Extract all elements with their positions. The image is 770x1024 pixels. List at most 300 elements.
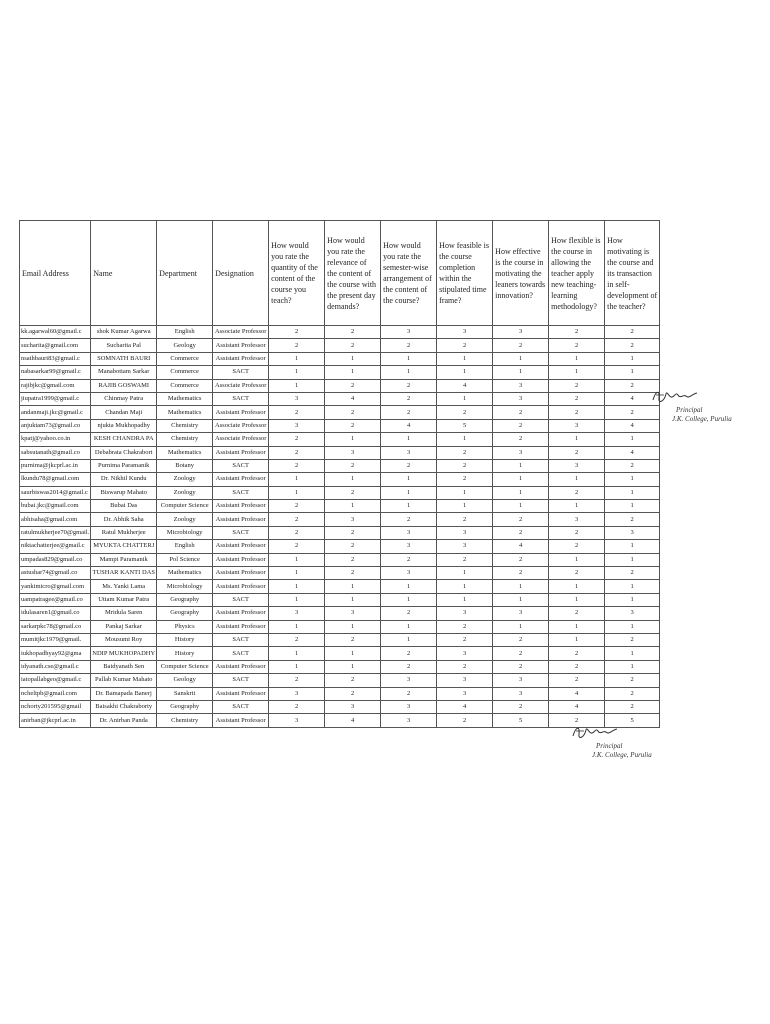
table-cell-name: njukta Mukhopadhy (91, 419, 157, 432)
table-cell-name: shok Kumar Agarwa (91, 326, 157, 339)
table-row (20, 419, 660, 432)
table-cell-designation: SACT (213, 700, 269, 713)
table-cell-q6: 2 (549, 567, 605, 580)
column-header-q1: How would you rate the quantity of the content of the course you teach? (269, 221, 325, 326)
table-cell-q5: 3 (493, 687, 549, 700)
table-cell-department: Pol Science (157, 553, 213, 566)
table-cell-q4: 5 (437, 419, 493, 432)
table-cell-q1: 3 (269, 607, 325, 620)
table-cell-department: Microbiology (157, 526, 213, 539)
table-cell-q4: 2 (437, 660, 493, 673)
table-cell-email: jiupatra1999@gmail.c (20, 392, 91, 405)
table-cell-q3: 3 (381, 446, 437, 459)
table-cell-designation: Assistant Professor (213, 500, 269, 513)
table-row (20, 553, 660, 566)
table-cell-email: sarkarpkc78@gmail.co (20, 620, 91, 633)
table-cell-q3: 1 (381, 620, 437, 633)
table-cell-q3: 1 (381, 486, 437, 499)
table-cell-department: Geography (157, 607, 213, 620)
table-cell-q2: 1 (325, 352, 381, 365)
table-cell-designation: SACT (213, 459, 269, 472)
table-cell-q5: 5 (493, 714, 549, 727)
table-cell-q2: 2 (325, 553, 381, 566)
table-cell-q4: 2 (437, 339, 493, 352)
table-row (20, 433, 660, 446)
table-cell-email: kpatj@yahoo.co.in (20, 433, 91, 446)
table-cell-q2: 2 (325, 526, 381, 539)
table-cell-designation: Assistant Professor (213, 540, 269, 553)
table-row (20, 339, 660, 352)
table-row (20, 326, 660, 339)
column-header-q4: How feasible is the course completion within the stipulated time frame? (437, 221, 493, 326)
table-cell-q6: 2 (549, 607, 605, 620)
table-cell-name: KESH CHANDRA PA (91, 433, 157, 446)
column-header-q2: How would you rate the relevance of the content of the course with the present day demands? (325, 221, 381, 326)
table-cell-q2: 2 (325, 339, 381, 352)
table-cell-q1: 1 (269, 366, 325, 379)
table-cell-q3: 1 (381, 580, 437, 593)
table-cell-department: Mathematics (157, 406, 213, 419)
table-cell-q5: 2 (493, 406, 549, 419)
table-cell-q6: 1 (549, 553, 605, 566)
table-cell-q7: 1 (605, 500, 660, 513)
table-cell-q5: 3 (493, 607, 549, 620)
table-cell-q6: 1 (549, 366, 605, 379)
table-cell-department: Botany (157, 459, 213, 472)
table-cell-name: Uttam Kumar Patra (91, 593, 157, 606)
table-cell-department: Commerce (157, 352, 213, 365)
table-cell-designation: Assistant Professor (213, 714, 269, 727)
table-cell-q4: 1 (437, 366, 493, 379)
table-cell-q1: 2 (269, 526, 325, 539)
table-cell-q1: 2 (269, 326, 325, 339)
table-cell-q5: 3 (493, 326, 549, 339)
table-cell-department: Commerce (157, 366, 213, 379)
table-cell-designation: Assistant Professor (213, 446, 269, 459)
table-cell-email: astushar74@gmail.co (20, 567, 91, 580)
table-cell-q4: 3 (437, 326, 493, 339)
table-cell-q7: 2 (605, 700, 660, 713)
table-cell-email: nabasarkar99@gmail.c (20, 366, 91, 379)
table-row (20, 633, 660, 646)
table-cell-designation: Associate Professor (213, 433, 269, 446)
table-cell-q4: 3 (437, 607, 493, 620)
table-cell-department: Geology (157, 674, 213, 687)
table-cell-name: Sucharita Pal (91, 339, 157, 352)
table-cell-q4: 1 (437, 580, 493, 593)
table-cell-q5: 3 (493, 674, 549, 687)
column-header-q3: How would you rate the semester-wise arrangement of the content of the course? (381, 221, 437, 326)
table-cell-email: sabsutanath@gmail.co (20, 446, 91, 459)
table-cell-q2: 4 (325, 392, 381, 405)
table-cell-q6: 1 (549, 473, 605, 486)
table-cell-q4: 2 (437, 473, 493, 486)
table-cell-q7: 4 (605, 419, 660, 432)
table-cell-q6: 2 (549, 326, 605, 339)
table-cell-q2: 1 (325, 620, 381, 633)
table-cell-name: Ms. Yanki Lama (91, 580, 157, 593)
table-row (20, 500, 660, 513)
table-cell-q6: 1 (549, 593, 605, 606)
table-cell-q2: 2 (325, 633, 381, 646)
table-cell-q4: 2 (437, 620, 493, 633)
table-cell-q4: 1 (437, 392, 493, 405)
table-cell-q4: 2 (437, 459, 493, 472)
table-cell-q5: 2 (493, 419, 549, 432)
table-cell-q6: 2 (549, 660, 605, 673)
table-cell-q6: 2 (549, 647, 605, 660)
table-cell-department: Commerce (157, 379, 213, 392)
table-cell-q7: 1 (605, 473, 660, 486)
table-cell-name: MYUKTA CHATTERJ (91, 540, 157, 553)
table-cell-q1: 1 (269, 473, 325, 486)
table-cell-q5: 4 (493, 540, 549, 553)
table-cell-name: Bubai Das (91, 500, 157, 513)
table-cell-q3: 2 (381, 687, 437, 700)
table-cell-designation: SACT (213, 486, 269, 499)
table-cell-name: Ratul Mukherjee (91, 526, 157, 539)
table-cell-department: Microbiology (157, 580, 213, 593)
table-cell-q7: 2 (605, 633, 660, 646)
table-cell-department: Geology (157, 339, 213, 352)
table-cell-q1: 1 (269, 352, 325, 365)
table-cell-q6: 3 (549, 459, 605, 472)
table-cell-q1: 1 (269, 486, 325, 499)
table-cell-q7: 4 (605, 446, 660, 459)
table-cell-q6: 1 (549, 633, 605, 646)
principal-signature-2 (570, 722, 660, 782)
table-cell-q1: 2 (269, 700, 325, 713)
table-cell-q5: 1 (493, 459, 549, 472)
table-cell-q2: 3 (325, 700, 381, 713)
table-cell-q1: 3 (269, 392, 325, 405)
table-cell-department: Chemistry (157, 433, 213, 446)
table-cell-email: iatopallabgeo@gmail.c (20, 674, 91, 687)
table-cell-q3: 2 (381, 459, 437, 472)
table-cell-q1: 1 (269, 593, 325, 606)
table-cell-email: mumitjkc1979@gmail. (20, 633, 91, 646)
table-cell-designation: SACT (213, 366, 269, 379)
faculty-feedback-table (19, 220, 660, 728)
table-row (20, 567, 660, 580)
table-cell-q4: 1 (437, 567, 493, 580)
table-cell-department: Sanskrit (157, 687, 213, 700)
table-cell-q2: 2 (325, 459, 381, 472)
table-cell-email: sucharita@gmail.com (20, 339, 91, 352)
table-cell-q3: 2 (381, 647, 437, 660)
principal-signature-1 (650, 386, 740, 446)
table-cell-q6: 4 (549, 700, 605, 713)
table-cell-q5: 1 (493, 593, 549, 606)
header-row (20, 221, 660, 326)
table-cell-q1: 3 (269, 419, 325, 432)
table-cell-q3: 1 (381, 593, 437, 606)
table-cell-email: bubai.jkc@gmail.com (20, 500, 91, 513)
table-cell-q7: 1 (605, 540, 660, 553)
table-row (20, 687, 660, 700)
column-header-q6: How flexible is the course in allowing the teacher apply new teaching-learning methodology? (549, 221, 605, 326)
table-cell-name: Manabottam Sarkar (91, 366, 157, 379)
table-cell-q5: 2 (493, 700, 549, 713)
table-cell-q5: 1 (493, 486, 549, 499)
table-cell-department: Mathematics (157, 446, 213, 459)
table-cell-q7: 2 (605, 513, 660, 526)
table-cell-q6: 2 (549, 406, 605, 419)
table-cell-q3: 2 (381, 339, 437, 352)
table-row (20, 366, 660, 379)
table-cell-name: SOMNATH BAURI (91, 352, 157, 365)
table-cell-q6: 2 (549, 526, 605, 539)
table-cell-q1: 2 (269, 540, 325, 553)
table-cell-name: Mridula Saren (91, 607, 157, 620)
table-cell-q3: 2 (381, 513, 437, 526)
table-cell-q6: 2 (549, 540, 605, 553)
table-cell-q7: 2 (605, 687, 660, 700)
table-row (20, 352, 660, 365)
table-cell-q3: 3 (381, 326, 437, 339)
table-row (20, 473, 660, 486)
table-cell-q2: 1 (325, 500, 381, 513)
table-cell-name: RAJIB GOSWAMI (91, 379, 157, 392)
table-cell-q3: 4 (381, 419, 437, 432)
table-cell-designation: Assistant Professor (213, 513, 269, 526)
table-cell-q5: 2 (493, 433, 549, 446)
table-cell-q4: 1 (437, 500, 493, 513)
table-cell-name: Baisakhi Chakraborty (91, 700, 157, 713)
table-cell-q1: 2 (269, 459, 325, 472)
table-cell-q1: 2 (269, 446, 325, 459)
table-cell-name: Chandan Maji (91, 406, 157, 419)
table-cell-q7: 4 (605, 392, 660, 405)
table-cell-q7: 3 (605, 607, 660, 620)
table-cell-q2: 2 (325, 486, 381, 499)
table-cell-q7: 1 (605, 660, 660, 673)
table-cell-q3: 1 (381, 366, 437, 379)
table-cell-q3: 1 (381, 473, 437, 486)
table-cell-q5: 3 (493, 392, 549, 405)
table-cell-q2: 4 (325, 714, 381, 727)
table-cell-q3: 1 (381, 633, 437, 646)
table-cell-q2: 2 (325, 406, 381, 419)
table-cell-name: Chinmay Patra (91, 392, 157, 405)
table-cell-q3: 2 (381, 392, 437, 405)
table-cell-designation: Assistant Professor (213, 352, 269, 365)
table-cell-q4: 2 (437, 446, 493, 459)
table-cell-department: Computer Science (157, 500, 213, 513)
table-cell-q1: 2 (269, 674, 325, 687)
table-row (20, 700, 660, 713)
table-cell-q1: 1 (269, 580, 325, 593)
table-cell-name: Biswarup Mahato (91, 486, 157, 499)
table-cell-q5: 2 (493, 660, 549, 673)
table-cell-q7: 5 (605, 714, 660, 727)
table-cell-q7: 2 (605, 459, 660, 472)
table-cell-q6: 2 (549, 486, 605, 499)
table-cell-q6: 2 (549, 674, 605, 687)
table-cell-q4: 4 (437, 700, 493, 713)
table-cell-department: English (157, 540, 213, 553)
table-cell-q4: 2 (437, 406, 493, 419)
table-row (20, 486, 660, 499)
table-row (20, 647, 660, 660)
table-cell-q7: 1 (605, 433, 660, 446)
table-cell-department: Geography (157, 593, 213, 606)
table-cell-q2: 1 (325, 580, 381, 593)
table-cell-q2: 2 (325, 540, 381, 553)
table-cell-q5: 2 (493, 513, 549, 526)
table-cell-q1: 1 (269, 647, 325, 660)
table-cell-q5: 1 (493, 473, 549, 486)
table-cell-q2: 3 (325, 607, 381, 620)
table-cell-q3: 3 (381, 674, 437, 687)
table-row (20, 513, 660, 526)
table-cell-q5: 2 (493, 647, 549, 660)
table-cell-name: Purnima Paramanik (91, 459, 157, 472)
table-cell-email: idyanath.cse@gmail.c (20, 660, 91, 673)
table-cell-q4: 2 (437, 633, 493, 646)
table-row (20, 379, 660, 392)
table-cell-q2: 1 (325, 433, 381, 446)
table-cell-designation: Associate Professor (213, 419, 269, 432)
signature-title: Principal (676, 406, 703, 414)
table-cell-email: purnima@jkcprl.ac.in (20, 459, 91, 472)
table-row (20, 526, 660, 539)
table-cell-designation: Assistant Professor (213, 473, 269, 486)
table-cell-q1: 2 (269, 500, 325, 513)
table-cell-q3: 2 (381, 660, 437, 673)
table-cell-q6: 2 (549, 446, 605, 459)
table-cell-department: Zoology (157, 513, 213, 526)
table-cell-q2: 2 (325, 567, 381, 580)
table-cell-designation: Assistant Professor (213, 567, 269, 580)
table-cell-department: Mathematics (157, 392, 213, 405)
table-cell-q7: 2 (605, 567, 660, 580)
table-row (20, 660, 660, 673)
column-header-designation: Designation (213, 221, 269, 326)
table-cell-department: History (157, 633, 213, 646)
table-cell-designation: SACT (213, 674, 269, 687)
table-cell-q3: 3 (381, 714, 437, 727)
table-cell-q1: 3 (269, 714, 325, 727)
table-cell-department: Chemistry (157, 714, 213, 727)
table-cell-q2: 1 (325, 366, 381, 379)
table-cell-q6: 2 (549, 339, 605, 352)
table-cell-name: Mousumi Roy (91, 633, 157, 646)
table-row (20, 674, 660, 687)
table-cell-q2: 1 (325, 647, 381, 660)
table-cell-q1: 1 (269, 660, 325, 673)
table-cell-q2: 1 (325, 660, 381, 673)
column-header-name: Name (91, 221, 157, 326)
table-cell-name: Dr. Bamapada Banerj (91, 687, 157, 700)
table-cell-q6: 1 (549, 620, 605, 633)
table-row (20, 620, 660, 633)
table-cell-q5: 3 (493, 379, 549, 392)
table-cell-email: iukhopadhyay92@gma (20, 647, 91, 660)
table-cell-email: yankimicro@gmail.com (20, 580, 91, 593)
table-cell-q7: 2 (605, 326, 660, 339)
table-cell-q2: 2 (325, 326, 381, 339)
table-cell-q4: 2 (437, 553, 493, 566)
table-cell-q1: 2 (269, 406, 325, 419)
table-cell-email: nsathbauri83@gmail.c (20, 352, 91, 365)
table-cell-q3: 3 (381, 540, 437, 553)
table-cell-q3: 3 (381, 700, 437, 713)
column-header-q5: How effective is the course in motivating the leaners towards innovation? (493, 221, 549, 326)
table-cell-q7: 1 (605, 553, 660, 566)
table-cell-designation: SACT (213, 647, 269, 660)
table-cell-email: nchorty201595@gmail (20, 700, 91, 713)
table-cell-email: rajibjkc@gmail.com (20, 379, 91, 392)
table-cell-q2: 2 (325, 379, 381, 392)
table-cell-q3: 2 (381, 553, 437, 566)
table-cell-q5: 1 (493, 352, 549, 365)
table-cell-q3: 2 (381, 607, 437, 620)
table-cell-q2: 2 (325, 687, 381, 700)
table-cell-q1: 3 (269, 687, 325, 700)
table-row (20, 607, 660, 620)
table-row (20, 459, 660, 472)
table-cell-q3: 3 (381, 526, 437, 539)
table-cell-q5: 1 (493, 366, 549, 379)
table-cell-q3: 1 (381, 500, 437, 513)
table-row (20, 593, 660, 606)
table-cell-q1: 2 (269, 513, 325, 526)
table-cell-name: Pankaj Sarkar (91, 620, 157, 633)
table-cell-email: umpadas829@gmail.co (20, 553, 91, 566)
table-cell-q4: 4 (437, 379, 493, 392)
table-cell-q4: 1 (437, 433, 493, 446)
table-cell-q7: 1 (605, 366, 660, 379)
table-cell-q2: 3 (325, 446, 381, 459)
table-cell-q5: 1 (493, 580, 549, 593)
table-row (20, 406, 660, 419)
table-row (20, 540, 660, 553)
signature-college: J.K. College, Purulia (672, 415, 732, 423)
table-cell-designation: Associate Professor (213, 326, 269, 339)
table-cell-email: saurbiswas2014@gmail.c (20, 486, 91, 499)
table-cell-department: Geography (157, 700, 213, 713)
table-cell-name: TUSHAR KANTI DAS (91, 567, 157, 580)
table-cell-q4: 3 (437, 674, 493, 687)
table-cell-q4: 1 (437, 486, 493, 499)
table-cell-name: Dr. Anirban Panda (91, 714, 157, 727)
table-cell-q3: 2 (381, 379, 437, 392)
table-cell-q7: 3 (605, 526, 660, 539)
table-cell-email: idulasaren1@gmail.co (20, 607, 91, 620)
table-cell-q1: 2 (269, 633, 325, 646)
table-cell-q7: 1 (605, 620, 660, 633)
column-header-department: Department (157, 221, 213, 326)
table-cell-department: Physics (157, 620, 213, 633)
table-cell-designation: Assistant Professor (213, 620, 269, 633)
signature-college: J.K. College, Purulia (592, 751, 652, 759)
signature-scribble (570, 722, 620, 744)
table-cell-q7: 1 (605, 647, 660, 660)
table-cell-designation: Assistant Professor (213, 687, 269, 700)
table-cell-designation: Assistant Professor (213, 607, 269, 620)
table-cell-q2: 3 (325, 513, 381, 526)
table-cell-email: lkundu78@gmail.com (20, 473, 91, 486)
table-cell-q5: 3 (493, 446, 549, 459)
table-cell-q7: 2 (605, 339, 660, 352)
table-cell-q6: 1 (549, 352, 605, 365)
column-header-q7: How motivating is the course and its transaction in self-development of the teacher? (605, 221, 660, 326)
table-cell-designation: SACT (213, 526, 269, 539)
table-cell-q7: 1 (605, 593, 660, 606)
table-cell-q6: 3 (549, 419, 605, 432)
table-cell-q4: 3 (437, 687, 493, 700)
